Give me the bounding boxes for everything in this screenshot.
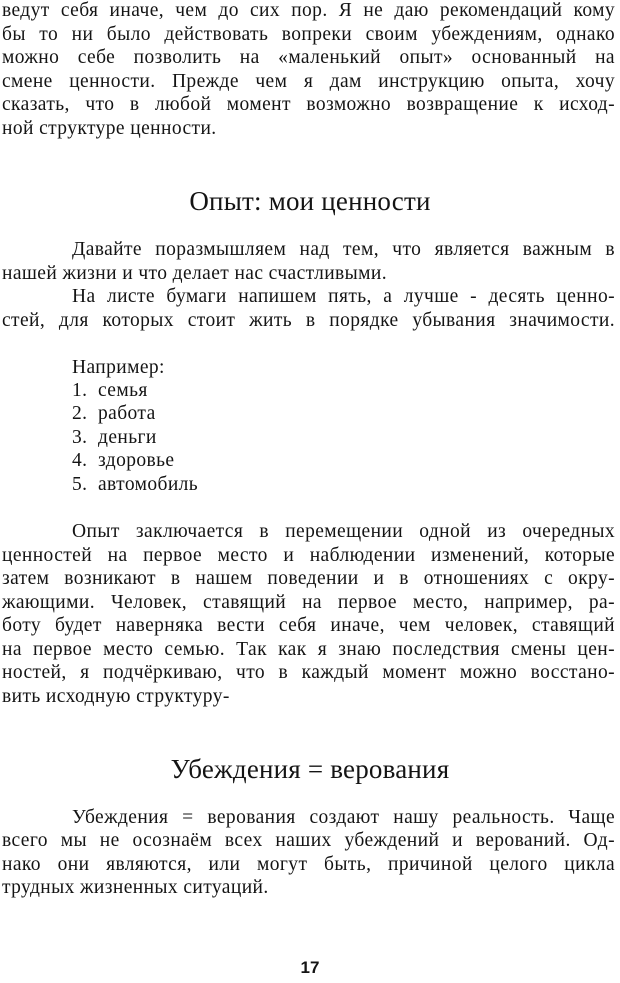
list-item-number: 4. — [72, 450, 88, 471]
text-line: ценностей на первое место и наблюдении изменений, которые — [2, 545, 615, 566]
section-heading-values: Опыт: мои ценности — [189, 186, 431, 216]
text-line: ностей, я подчёркиваю, что в каждый момент можно восстано- — [2, 662, 615, 683]
text-line: жающими. Человек, ставящий на первое место, например, ра- — [2, 592, 615, 613]
text-line: можно себе позволить на «маленький опыт» основанный на — [2, 47, 615, 68]
list-item — [72, 426, 157, 450]
text-line: Давайте поразмышляем над тем, что является важным в — [72, 239, 615, 260]
list-item-number: 1. — [72, 380, 88, 401]
list-item — [72, 449, 174, 473]
list-item-number: 3. — [72, 427, 88, 448]
text-line: затем возникают в нашем поведении и в отношениях с окру- — [2, 568, 615, 589]
list-item — [72, 473, 198, 497]
text-line: ведут себя иначе, чем до сих пор. Я не даю рекомендаций кому — [2, 0, 615, 21]
text-line: нашей жизни и что делает нас счастливыми. — [2, 263, 388, 284]
text-line: стей, для которых стоит жить в порядке убывания значимости. — [2, 310, 615, 331]
list-item-number: 2. — [72, 403, 88, 424]
text-line: на первое место семью. Так как я знаю последствия смены цен- — [2, 639, 615, 660]
section-heading-beliefs: Убеждения = верования — [170, 754, 450, 784]
list-item — [72, 402, 156, 426]
text-line: сказать, что в любой момент возможно возвращение к исход- — [2, 94, 615, 115]
list-item-text: здоровье — [98, 450, 175, 471]
list-item-text: деньги — [98, 427, 157, 448]
list-item-number: 5. — [72, 474, 88, 495]
text-line: смене ценности. Прежде чем я дам инструкцию опыта, хочу — [2, 71, 615, 92]
text-line: Убеждения = верования создают нашу реальность. Чаще — [72, 807, 615, 828]
list-item — [72, 379, 148, 403]
text-line: вить исходную структуру- — [2, 686, 230, 707]
text-line: На листе бумаги напишем пять, а лучше - десять ценно- — [72, 286, 615, 307]
text-line: Опыт заключается в перемещении одной из очередных — [72, 521, 615, 542]
text-line: бы то ни было действовать вопреки своим убеждениям, однако — [2, 24, 615, 45]
page-number: 17 — [300, 958, 320, 977]
text-line: нако они являются, или могут быть, причиной целого цикла — [2, 854, 615, 875]
list-item-text: семья — [98, 380, 148, 401]
text-line: боту будет наверняка вести себя иначе, чем человек, ставящий — [2, 615, 615, 636]
list-item-text: работа — [98, 403, 156, 424]
example-label: Например: — [72, 357, 165, 378]
text-line: всего мы не осознаём всех наших убеждений и верований. Од- — [2, 830, 615, 851]
text-line: ной структуре ценности. — [2, 118, 217, 139]
text-line: трудных жизненных ситуаций. — [2, 877, 269, 898]
list-item-text: автомобиль — [98, 474, 199, 495]
